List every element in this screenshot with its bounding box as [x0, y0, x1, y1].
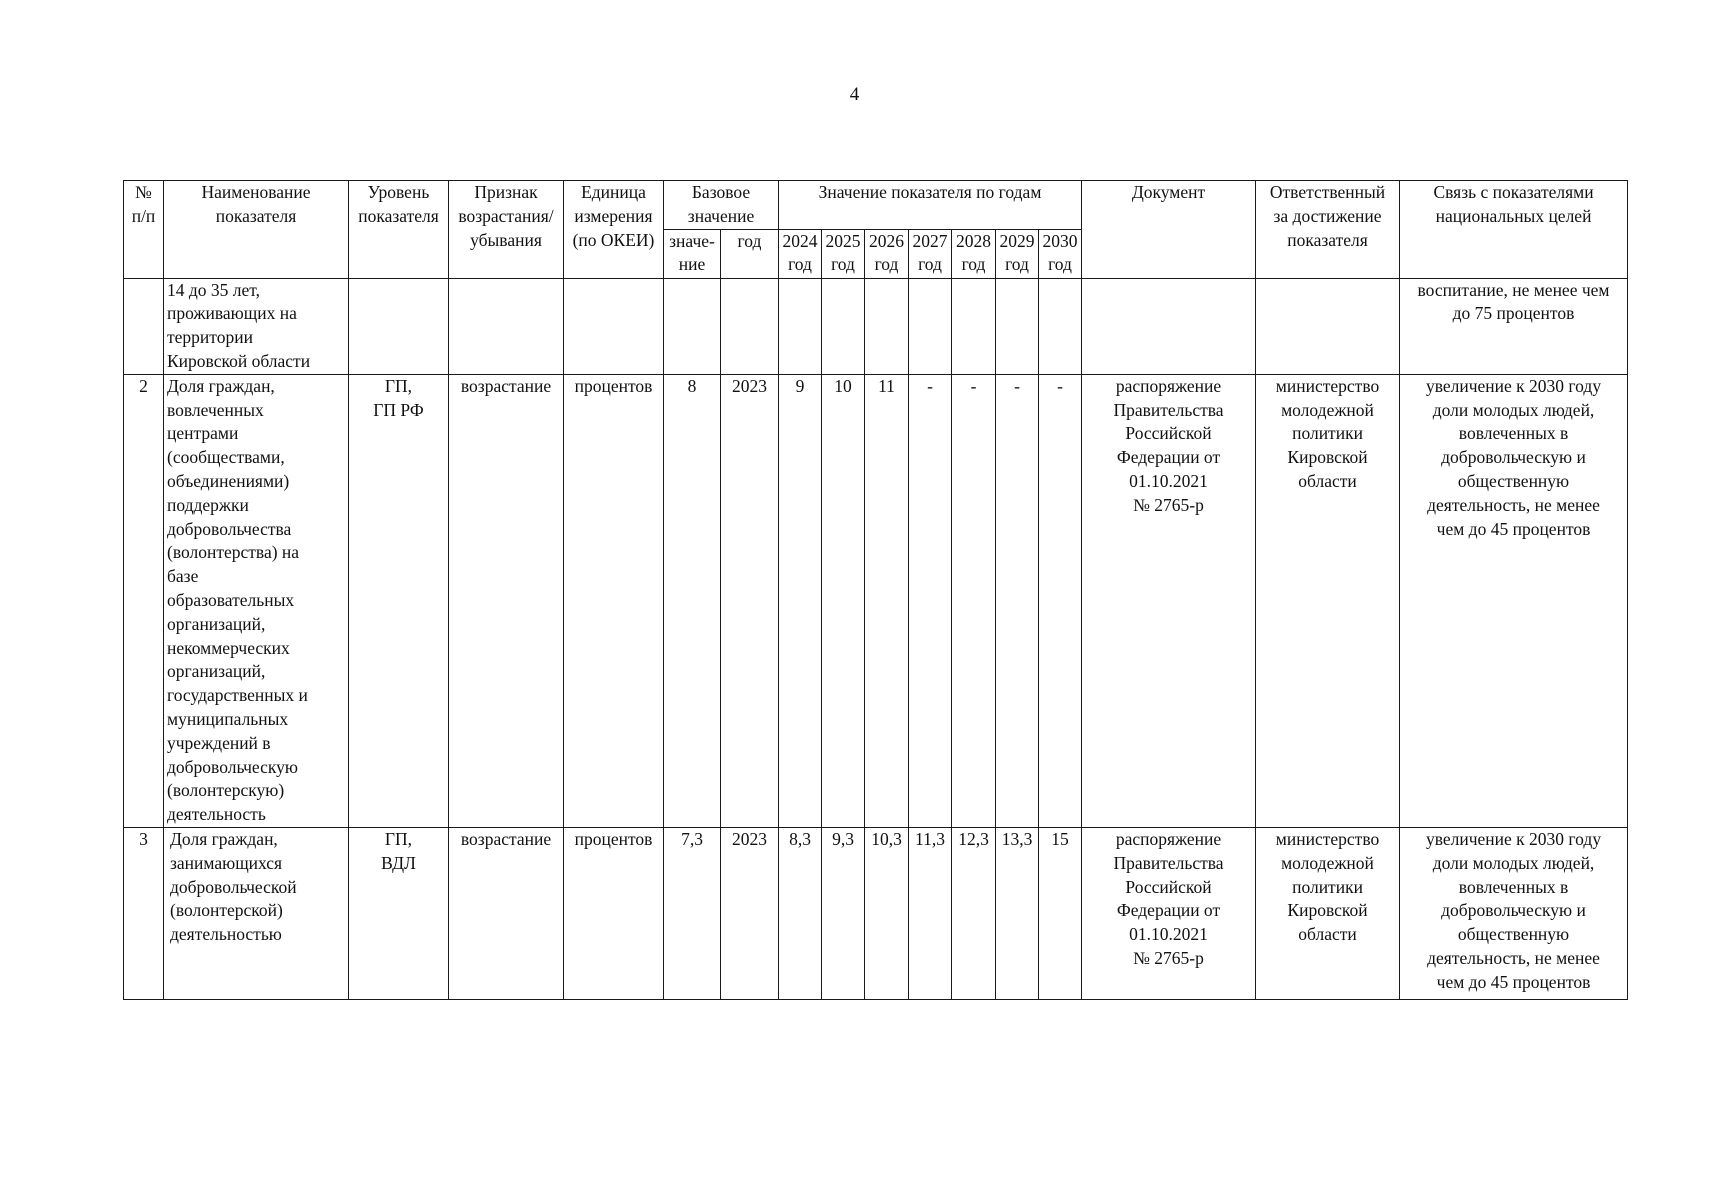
row-num — [124, 278, 164, 374]
header-base: Базовое значение — [664, 181, 779, 230]
row-name: 14 до 35 лет, проживающих на территории Кировской области — [164, 278, 349, 374]
row-value-2025 — [822, 278, 865, 374]
row-responsible: министерство молодежной политики Кировской области — [1256, 374, 1400, 827]
header-responsible: Ответственный за достижение показателя — [1256, 181, 1400, 279]
row-base-year: 2023 — [721, 827, 779, 999]
row-level — [349, 278, 449, 374]
row-unit: процентов — [564, 827, 664, 999]
header-unit: Единица измерения (по ОКЕИ) — [564, 181, 664, 279]
row-base-year — [721, 278, 779, 374]
row-sign: возрастание — [449, 374, 564, 827]
row-value-2030: - — [1039, 374, 1082, 827]
row-responsible — [1256, 278, 1400, 374]
row-value-2028: - — [952, 374, 996, 827]
row-responsible: министерство молодежной политики Кировской области — [1256, 827, 1400, 999]
row-value-2026: 10,3 — [865, 827, 909, 999]
row-value-2029: - — [996, 374, 1039, 827]
row-sign — [449, 278, 564, 374]
header-year-2030: 2030 год — [1039, 229, 1082, 278]
header-year-2028: 2028 год — [952, 229, 996, 278]
header-document: Документ — [1082, 181, 1256, 279]
row-value-2025: 10 — [822, 374, 865, 827]
row-base-value: 8 — [664, 374, 721, 827]
row-value-2030 — [1039, 278, 1082, 374]
header-year-2027: 2027 год — [909, 229, 952, 278]
header-base-value: значе- ние — [664, 229, 721, 278]
row-value-2024: 8,3 — [779, 827, 822, 999]
header-name: Наименование показателя — [164, 181, 349, 279]
row-value-2024 — [779, 278, 822, 374]
row-document — [1082, 278, 1256, 374]
row-value-2024: 9 — [779, 374, 822, 827]
header-level: Уровень показателя — [349, 181, 449, 279]
row-value-2026: 11 — [865, 374, 909, 827]
row-base-value — [664, 278, 721, 374]
row-unit: процентов — [564, 374, 664, 827]
row-base-value: 7,3 — [664, 827, 721, 999]
row-level: ГП, ГП РФ — [349, 374, 449, 827]
header-year-2029: 2029 год — [996, 229, 1039, 278]
row-unit — [564, 278, 664, 374]
indicators-table — [123, 180, 1628, 1000]
row-value-2027 — [909, 278, 952, 374]
header-sign: Признак возрастания/ убывания — [449, 181, 564, 279]
row-num: 2 — [124, 374, 164, 827]
row-value-2025: 9,3 — [822, 827, 865, 999]
row-value-2030: 15 — [1039, 827, 1082, 999]
row-base-year: 2023 — [721, 374, 779, 827]
row-document: распоряжение Правительства Российской Федерации от 01.10.2021 № 2765-р — [1082, 374, 1256, 827]
row-value-2028: 12,3 — [952, 827, 996, 999]
row-link: увеличение к 2030 году доли молодых людей, вовлеченных в добровольческую и общественную деятельность, не менее чем до 45 процентов — [1400, 827, 1628, 999]
table-row — [124, 374, 1628, 827]
header-row-1 — [124, 181, 1628, 230]
header-num: № п/п — [124, 181, 164, 279]
row-name: Доля граждан, вовлеченных центрами (сообществами, объединениями) поддержки добровольчества (волонтерства) на базе образовательных организаций, некоммерческих организаций, государственных и муниципальных учреждений в добровольческую (волонтерскую) деятельность — [164, 374, 349, 827]
row-value-2029: 13,3 — [996, 827, 1039, 999]
header-year-2026: 2026 год — [865, 229, 909, 278]
row-name: Доля граждан, занимающихся добровольческой (волонтерской) деятельностью — [164, 827, 349, 999]
header-link: Связь с показателями национальных целей — [1400, 181, 1628, 279]
row-document: распоряжение Правительства Российской Федерации от 01.10.2021 № 2765-р — [1082, 827, 1256, 999]
header-year-2025: 2025 год — [822, 229, 865, 278]
row-value-2026 — [865, 278, 909, 374]
row-level: ГП, ВДЛ — [349, 827, 449, 999]
row-value-2029 — [996, 278, 1039, 374]
header-base-year: год — [721, 229, 779, 278]
row-value-2028 — [952, 278, 996, 374]
header-by-years: Значение показателя по годам — [779, 181, 1082, 230]
row-num: 3 — [124, 827, 164, 999]
row-value-2027: 11,3 — [909, 827, 952, 999]
row-value-2027: - — [909, 374, 952, 827]
row-link: увеличение к 2030 году доли молодых людей, вовлеченных в добровольческую и общественную деятельность, не менее чем до 45 процентов — [1400, 374, 1628, 827]
table-row — [124, 278, 1628, 374]
row-link: воспитание, не менее чем до 75 процентов — [1400, 278, 1628, 374]
row-sign: возрастание — [449, 827, 564, 999]
page-number: 4 — [849, 84, 860, 105]
header-year-2024: 2024 год — [779, 229, 822, 278]
table-row — [124, 827, 1628, 999]
